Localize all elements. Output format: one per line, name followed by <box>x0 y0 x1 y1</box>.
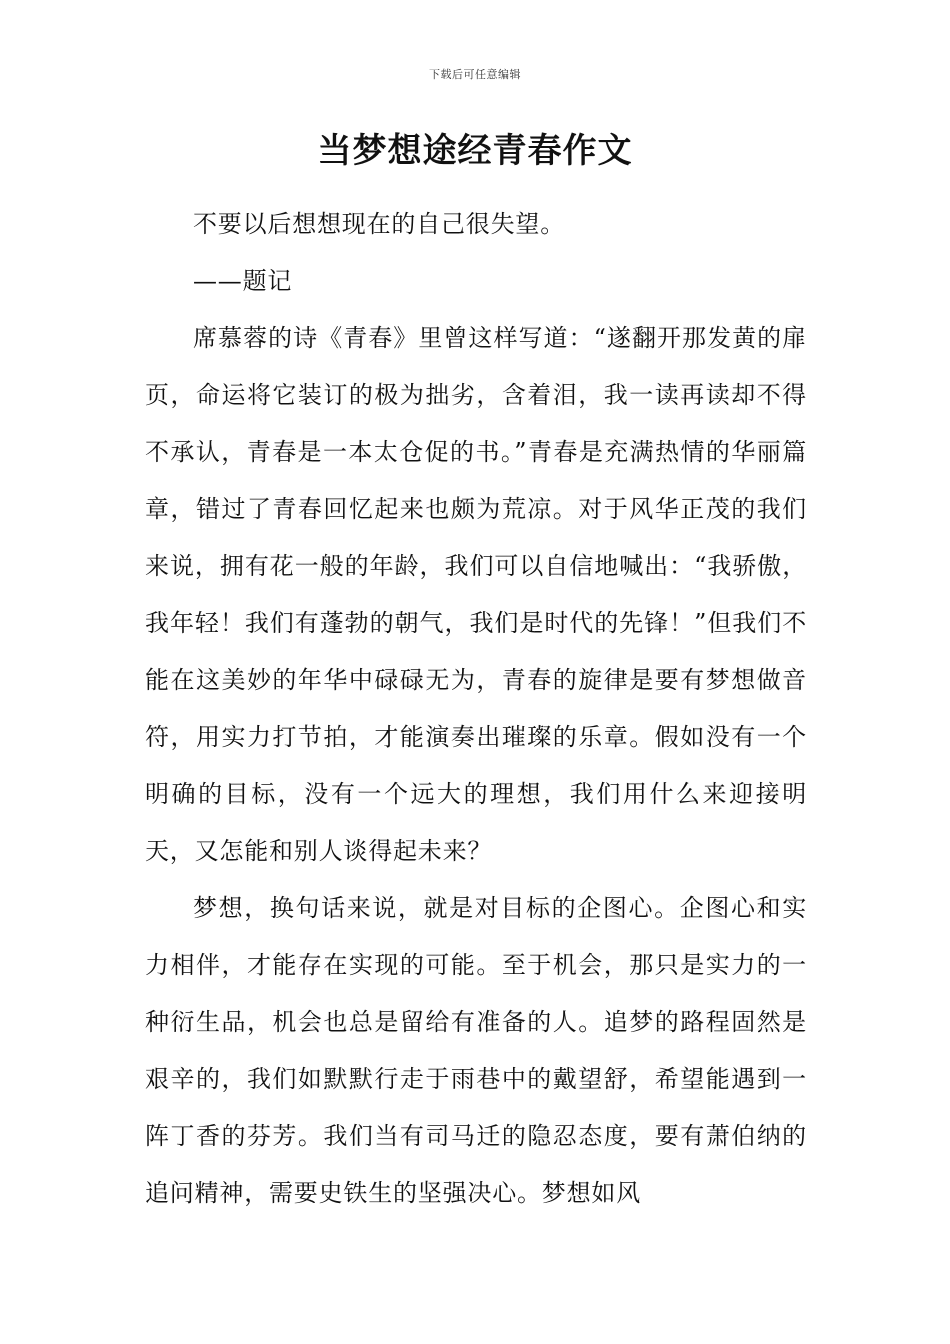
page-title: 当梦想途经青春作文 <box>317 131 633 171</box>
paragraph-body-2: 梦想，换句话来说，就是对目标的企图心。企图心和实力相伴，才能存在实现的可能。至于机会，那只是实力的一种衍生品，机会也总是留给有准备的人。追梦的路程固然是艰辛的，我们如默默行走于雨巷中的戴望舒，希望能遇到一阵丁香的芬芳。我们当有司马迁的隐忍态度，要有萧伯纳的追问精神，需要史铁生的坚强决心。梦想如风 <box>145 894 807 1207</box>
document-body <box>145 196 807 1222</box>
paragraph-body-1: 席慕蓉的诗《青春》里曾这样写道：“遂翻开那发黄的扉页，命运将它装订的极为拙劣，含着泪，我一读再读却不得不承认，青春是一本太仓促的书。”青春是充满热情的华丽篇章，错过了青春回忆起来也颇为荒凉。对于风华正茂的我们来说，拥有花一般的年龄，我们可以自信地喊出：“我骄傲，我年轻！我们有蓬勃的朝气，我们是时代的先锋！”但我们不能在这美妙的年华中碌碌无为，青春的旋律是要有梦想做音符，用实力打节拍，才能演奏出璀璨的乐章。假如没有一个明确的目标，没有一个远大的理想，我们用什么来迎接明天，又怎能和别人谈得起未来？ <box>145 324 807 865</box>
paragraph-opening: 不要以后想想现在的自己很失望。 <box>193 210 565 238</box>
paragraph-epigraph-attribution: ——题记 <box>193 267 293 295</box>
header-note: 下载后可任意编辑 <box>429 68 521 81</box>
